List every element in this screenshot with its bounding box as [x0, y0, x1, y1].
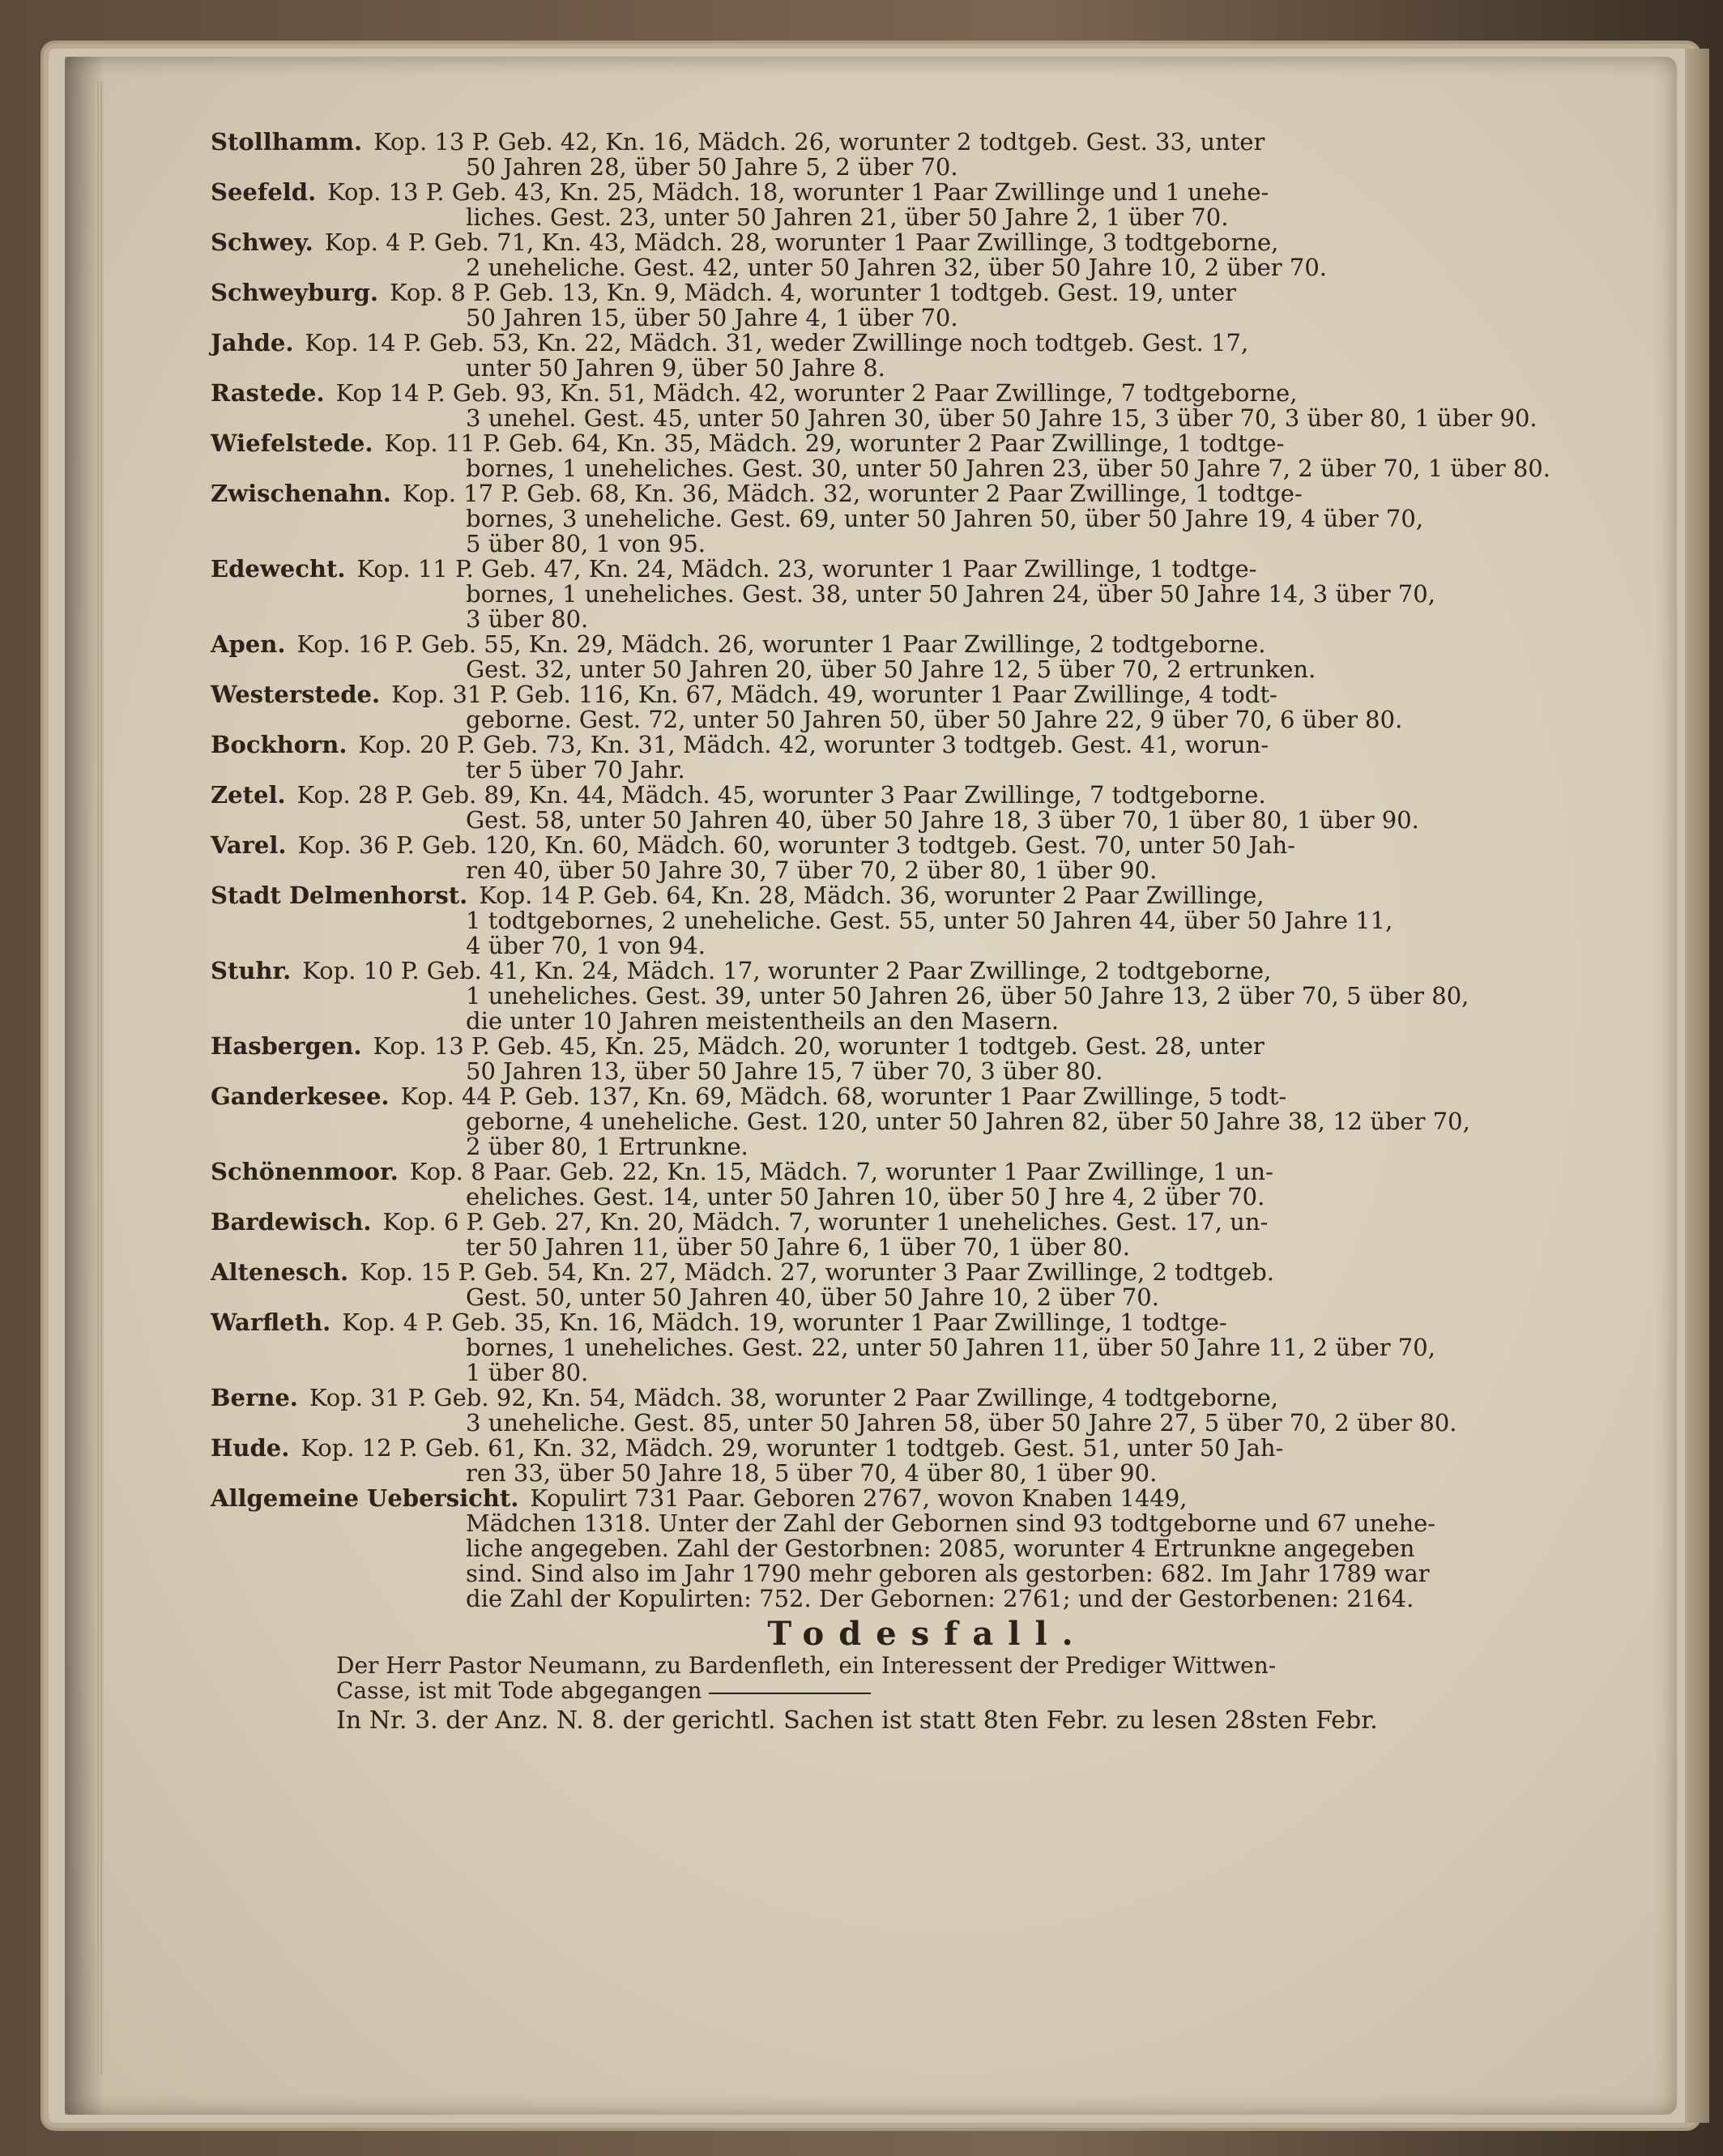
entry-text: eheliches. Gest. 14, unter 50 Jahren 10, über 50 J hre 4, 2 über 70.	[466, 1183, 1265, 1210]
entry-line	[336, 1586, 1519, 1612]
entry-text: 4 über 70, 1 von 94.	[466, 932, 706, 959]
parish-name: Seefeld.	[211, 178, 317, 206]
entry-line	[211, 882, 1519, 909]
entry-text: Kop. 36 P. Geb. 120, Kn. 60, Mädch. 60, worunter 3 todtgeb. Gest. 70, unter 50 Jah-	[297, 831, 1296, 859]
parish-entry	[211, 480, 1519, 557]
parish-name: Stuhr.	[211, 957, 292, 984]
parish-entry	[211, 1434, 1519, 1487]
entry-text: liche angegeben. Zahl der Gestorbnen: 2085, worunter 4 Ertrunkne angegeben	[466, 1535, 1415, 1562]
entry-line	[336, 205, 1519, 230]
entry-line	[336, 707, 1519, 732]
parish-name: Schweyburg.	[211, 279, 378, 306]
entry-line	[211, 480, 1519, 507]
entry-text: Kop. 6 P. Geb. 27, Kn. 20, Mädch. 7, worunter 1 uneheliches. Gest. 17, un-	[382, 1208, 1269, 1236]
book-right-edge	[1685, 49, 1709, 2123]
notice-rule	[709, 1691, 871, 1694]
parish-entry	[211, 781, 1519, 834]
parish-name: Ganderkesee.	[211, 1082, 390, 1110]
parish-entry	[211, 882, 1519, 959]
parish-name: Westerstede.	[211, 681, 381, 708]
parish-entry	[211, 1309, 1519, 1386]
entry-text: 5 über 80, 1 von 95.	[466, 530, 706, 557]
entry-text: Kop. 10 P. Geb. 41, Kn. 24, Mädch. 17, worunter 2 Paar Zwillinge, 2 todtgeborne,	[302, 957, 1272, 984]
entry-line	[336, 1134, 1519, 1159]
entry-line	[336, 1561, 1519, 1586]
page-text	[211, 128, 1550, 1735]
entry-line	[211, 957, 1519, 984]
entry-line	[336, 582, 1519, 607]
section-heading: Todesfall.	[767, 1615, 1088, 1653]
entry-line	[336, 532, 1519, 557]
entry-line	[211, 1208, 1519, 1236]
entry-text: 3 uneheliche. Gest. 85, unter 50 Jahren 58, über 50 Jahre 27, 5 über 70, 2 über 80.	[466, 1409, 1457, 1437]
parish-name: Warfleth.	[211, 1309, 331, 1336]
entry-line	[336, 404, 1537, 432]
entry-text: Mädchen 1318. Unter der Zahl der Gebornen sind 93 todtgeborne und 67 unehe-	[466, 1509, 1436, 1537]
parish-entry	[211, 1208, 1519, 1261]
entry-text: bornes, 1 uneheliches. Gest. 22, unter 50 Jahren 11, über 50 Jahre 11, 2 über 70,	[466, 1334, 1435, 1361]
entry-line	[211, 831, 1519, 859]
entry-line	[336, 984, 1519, 1009]
entry-line	[336, 1461, 1519, 1486]
parish-entry	[211, 329, 1519, 382]
parish-entry	[211, 279, 1519, 331]
entry-line	[336, 1536, 1519, 1561]
entry-line	[336, 356, 1519, 381]
entry-text: 3 unehel. Gest. 45, unter 50 Jahren 30, über 50 Jahre 15, 3 über 70, 3 über 80, 1 über 90.	[466, 404, 1537, 432]
parish-name: Zetel.	[211, 781, 286, 809]
parish-entry	[211, 555, 1519, 633]
entry-line	[336, 1411, 1519, 1436]
entry-line	[336, 455, 1550, 482]
notice-line-1: Der Herr Pastor Neumann, zu Bardenfleth, ein Interessent der Prediger Wittwen-	[336, 1652, 1277, 1679]
entry-line	[336, 305, 1519, 331]
entry-line	[211, 1434, 1519, 1462]
entry-text: Gest. 32, unter 50 Jahren 20, über 50 Jahre 12, 5 über 70, 2 ertrunken.	[466, 655, 1316, 683]
entry-line	[211, 1484, 1519, 1512]
entry-line	[336, 908, 1519, 933]
entry-text: 3 über 80.	[466, 605, 589, 633]
entry-line	[336, 1185, 1519, 1210]
entry-text: Kop. 31 P. Geb. 92, Kn. 54, Mädch. 38, worunter 2 Paar Zwillinge, 4 todtgeborne,	[309, 1384, 1278, 1411]
entry-text: ter 50 Jahren 11, über 50 Jahre 6, 1 über 70, 1 über 80.	[466, 1233, 1130, 1261]
entry-text: Kop. 44 P. Geb. 137, Kn. 69, Mädch. 68, worunter 1 Paar Zwillinge, 5 todt-	[400, 1082, 1287, 1110]
parish-name: Bardewisch.	[211, 1208, 372, 1236]
entry-line	[336, 1009, 1519, 1034]
entry-line	[336, 1285, 1519, 1310]
entry-line	[211, 228, 1519, 256]
entry-text: Kop. 17 P. Geb. 68, Kn. 36, Mädch. 32, worunter 2 Paar Zwillinge, 1 todtge-	[402, 480, 1303, 507]
parish-name: Schönenmoor.	[211, 1158, 399, 1185]
entry-text: 1 über 80.	[466, 1359, 589, 1386]
entry-line	[211, 429, 1519, 457]
entry-line	[336, 933, 1519, 958]
entry-line	[211, 555, 1519, 583]
entry-line	[211, 781, 1519, 809]
entry-text: die unter 10 Jahren meistentheils an den Masern.	[466, 1007, 1060, 1035]
entry-line	[336, 1360, 1519, 1385]
entry-text: Gest. 50, unter 50 Jahren 40, über 50 Jahre 10, 2 über 70.	[466, 1283, 1159, 1311]
parish-entry	[211, 1384, 1519, 1437]
entry-text: bornes, 1 uneheliches. Gest. 38, unter 50 Jahren 24, über 50 Jahre 14, 3 über 70,	[466, 580, 1435, 608]
parish-name: Zwischenahn.	[211, 480, 391, 507]
parish-entry	[211, 379, 1537, 432]
parish-name: Stadt Delmenhorst.	[211, 882, 468, 909]
entry-text: Kop. 13 P. Geb. 43, Kn. 25, Mädch. 18, worunter 1 Paar Zwillinge und 1 unehe-	[327, 178, 1269, 206]
parish-name: Bockhorn.	[211, 731, 348, 758]
entry-text: Kopulirt 731 Paar. Geboren 2767, wovon Knaben 1449,	[530, 1484, 1188, 1512]
parish-name: Allgemeine Uebersicht.	[211, 1484, 519, 1512]
entry-line	[211, 1032, 1519, 1060]
entry-text: ter 5 über 70 Jahr.	[466, 756, 685, 783]
entry-text: Kop. 16 P. Geb. 55, Kn. 29, Mädch. 26, worunter 1 Paar Zwillinge, 2 todtgeborne.	[296, 630, 1266, 658]
entry-text: sind. Sind also im Jahr 1790 mehr geboren als gestorben: 682. Im Jahr 1789 war	[466, 1560, 1430, 1587]
entry-text: 1 uneheliches. Gest. 39, unter 50 Jahren 26, über 50 Jahre 13, 2 über 70, 5 über 80,	[466, 982, 1469, 1010]
parish-statistics-list	[211, 128, 1550, 1612]
parish-name: Hasbergen.	[211, 1032, 362, 1060]
entry-text: Kop 14 P. Geb. 93, Kn. 51, Mädch. 42, worunter 2 Paar Zwillinge, 7 todtgeborne,	[335, 379, 1298, 407]
entry-line	[211, 379, 1519, 407]
entry-text: 50 Jahren 13, über 50 Jahre 15, 7 über 70, 3 über 80.	[466, 1057, 1103, 1085]
entry-line	[336, 858, 1519, 883]
entry-text: Kop. 20 P. Geb. 73, Kn. 31, Mädch. 42, worunter 3 todtgeb. Gest. 41, worun-	[358, 731, 1269, 758]
parish-name: Rastede.	[211, 379, 325, 407]
entry-text: bornes, 3 uneheliche. Gest. 69, unter 50 Jahren 50, über 50 Jahre 19, 4 über 70,	[466, 505, 1424, 532]
entry-text: Kop. 8 P. Geb. 13, Kn. 9, Mädch. 4, worunter 1 todtgeb. Gest. 19, unter	[389, 279, 1236, 306]
parish-entry	[211, 731, 1519, 783]
entry-text: Kop. 28 P. Geb. 89, Kn. 44, Mädch. 45, worunter 3 Paar Zwillinge, 7 todtgeborne.	[296, 781, 1266, 809]
parish-entry	[211, 681, 1519, 733]
entry-text: Kop. 11 P. Geb. 47, Kn. 24, Mädch. 23, worunter 1 Paar Zwillinge, 1 todtge-	[356, 555, 1257, 583]
entry-line	[336, 1235, 1519, 1260]
entry-line	[211, 1158, 1519, 1185]
entry-line	[336, 657, 1519, 682]
entry-text: unter 50 Jahren 9, über 50 Jahre 8.	[466, 354, 885, 382]
parish-name: Apen.	[211, 630, 286, 658]
entry-text: Kop. 8 Paar. Geb. 22, Kn. 15, Mädch. 7, worunter 1 Paar Zwillinge, 1 un-	[409, 1158, 1273, 1185]
entry-text: ren 33, über 50 Jahre 18, 5 über 70, 4 über 80, 1 über 90.	[466, 1459, 1158, 1487]
parish-entry	[211, 178, 1519, 231]
entry-line	[211, 630, 1519, 658]
entry-text: 50 Jahren 28, über 50 Jahre 5, 2 über 70.	[466, 153, 958, 181]
entry-text: Kop. 13 P. Geb. 42, Kn. 16, Mädch. 26, worunter 2 todtgeb. Gest. 33, unter	[373, 128, 1265, 156]
death-notice	[336, 1653, 1519, 1703]
entry-text: Kop. 11 P. Geb. 64, Kn. 35, Mädch. 29, worunter 2 Paar Zwillinge, 1 todtge-	[384, 429, 1285, 457]
entry-line	[211, 1309, 1519, 1336]
parish-entry	[211, 128, 1519, 181]
parish-entry	[211, 630, 1519, 683]
entry-text: Kop. 14 P. Geb. 64, Kn. 28, Mädch. 36, worunter 2 Paar Zwillinge,	[479, 882, 1265, 909]
entry-text: Kop. 14 P. Geb. 53, Kn. 22, Mädch. 31, weder Zwillinge noch todtgeb. Gest. 17,	[305, 329, 1249, 356]
entry-line	[211, 1258, 1519, 1286]
entry-text: ren 40, über 50 Jahre 30, 7 über 70, 2 über 80, 1 über 90.	[466, 856, 1158, 884]
entry-text: geborne, 4 uneheliche. Gest. 120, unter 50 Jahren 82, über 50 Jahre 38, 12 über 70,	[466, 1108, 1470, 1135]
entry-line	[211, 128, 1519, 156]
entry-line	[336, 808, 1519, 833]
erratum-line: In Nr. 3. der Anz. N. 8. der gerichtl. Sachen ist statt 8ten Febr. zu lesen 28sten Febr.	[336, 1706, 1378, 1735]
parish-name: Altenesch.	[211, 1258, 349, 1286]
parish-entry	[211, 957, 1519, 1035]
parish-name: Edewecht.	[211, 555, 346, 583]
entry-line	[336, 1335, 1519, 1360]
entry-text: Kop. 12 P. Geb. 61, Kn. 32, Mädch. 29, worunter 1 todtgeb. Gest. 51, unter 50 Jah-	[301, 1434, 1284, 1462]
entry-text: bornes, 1 uneheliches. Gest. 30, unter 50 Jahren 23, über 50 Jahre 7, 2 über 70, 1 über 80.	[466, 455, 1550, 482]
parish-name: Wiefelstede.	[211, 429, 373, 457]
entry-line	[336, 1511, 1519, 1536]
parish-entry	[211, 1032, 1519, 1085]
entry-text: Kop. 15 P. Geb. 54, Kn. 27, Mädch. 27, worunter 3 Paar Zwillinge, 2 todtgeb.	[360, 1258, 1274, 1286]
entry-line	[211, 731, 1519, 758]
entry-text: Kop. 4 P. Geb. 71, Kn. 43, Mädch. 28, worunter 1 Paar Zwillinge, 3 todtgeborne,	[324, 228, 1279, 256]
entry-text: Gest. 58, unter 50 Jahren 40, über 50 Jahre 18, 3 über 70, 1 über 80, 1 über 90.	[466, 806, 1419, 834]
parish-entry	[211, 1484, 1519, 1612]
parish-name: Varel.	[211, 831, 287, 859]
entry-text: 50 Jahren 15, über 50 Jahre 4, 1 über 70.	[466, 304, 958, 331]
entry-line	[211, 279, 1519, 306]
entry-line	[336, 607, 1519, 632]
parish-entry	[211, 1082, 1519, 1160]
entry-text: geborne. Gest. 72, unter 50 Jahren 50, über 50 Jahre 22, 9 über 70, 6 über 80.	[466, 706, 1403, 733]
entry-line	[336, 155, 1519, 180]
entry-line	[336, 255, 1519, 280]
parish-name: Berne.	[211, 1384, 298, 1411]
entry-line	[211, 178, 1519, 206]
entry-text: 2 uneheliche. Gest. 42, unter 50 Jahren 32, über 50 Jahre 10, 2 über 70.	[466, 254, 1328, 281]
parish-name: Stollhamm.	[211, 128, 363, 156]
parish-entry	[211, 1158, 1519, 1210]
entry-line	[211, 1384, 1519, 1411]
entry-line	[336, 1059, 1519, 1084]
entry-text: 2 über 80, 1 Ertrunkne.	[466, 1133, 748, 1160]
parish-entry	[211, 831, 1519, 884]
page-edges	[96, 81, 104, 2074]
entry-line	[336, 506, 1519, 532]
entry-line	[336, 1109, 1519, 1134]
entry-text: 1 todtgebornes, 2 uneheliche. Gest. 55, unter 50 Jahren 44, über 50 Jahre 11,	[466, 907, 1393, 934]
entry-line	[211, 1082, 1519, 1110]
entry-text: liches. Gest. 23, unter 50 Jahren 21, über 50 Jahre 2, 1 über 70.	[466, 203, 1229, 231]
parish-name: Hude.	[211, 1434, 290, 1462]
entry-line	[211, 681, 1519, 708]
entry-line	[336, 758, 1519, 783]
notice-line-2: Casse, ist mit Tode abgegangen	[336, 1677, 702, 1704]
entry-text: Kop. 31 P. Geb. 116, Kn. 67, Mädch. 49, worunter 1 Paar Zwillinge, 4 todt-	[391, 681, 1277, 708]
parish-name: Schwey.	[211, 228, 313, 256]
parish-entry	[211, 429, 1550, 482]
entry-text: die Zahl der Kopulirten: 752. Der Gebornen: 2761; und der Gestorbenen: 2164.	[466, 1585, 1414, 1612]
entry-text: Kop. 13 P. Geb. 45, Kn. 25, Mädch. 20, worunter 1 todtgeb. Gest. 28, unter	[373, 1032, 1265, 1060]
parish-name: Jahde.	[211, 329, 294, 356]
parish-entry	[211, 228, 1519, 281]
parish-entry	[211, 1258, 1519, 1311]
entry-text: Kop. 4 P. Geb. 35, Kn. 16, Mädch. 19, worunter 1 Paar Zwillinge, 1 todtge-	[342, 1309, 1227, 1336]
entry-line	[211, 329, 1519, 356]
